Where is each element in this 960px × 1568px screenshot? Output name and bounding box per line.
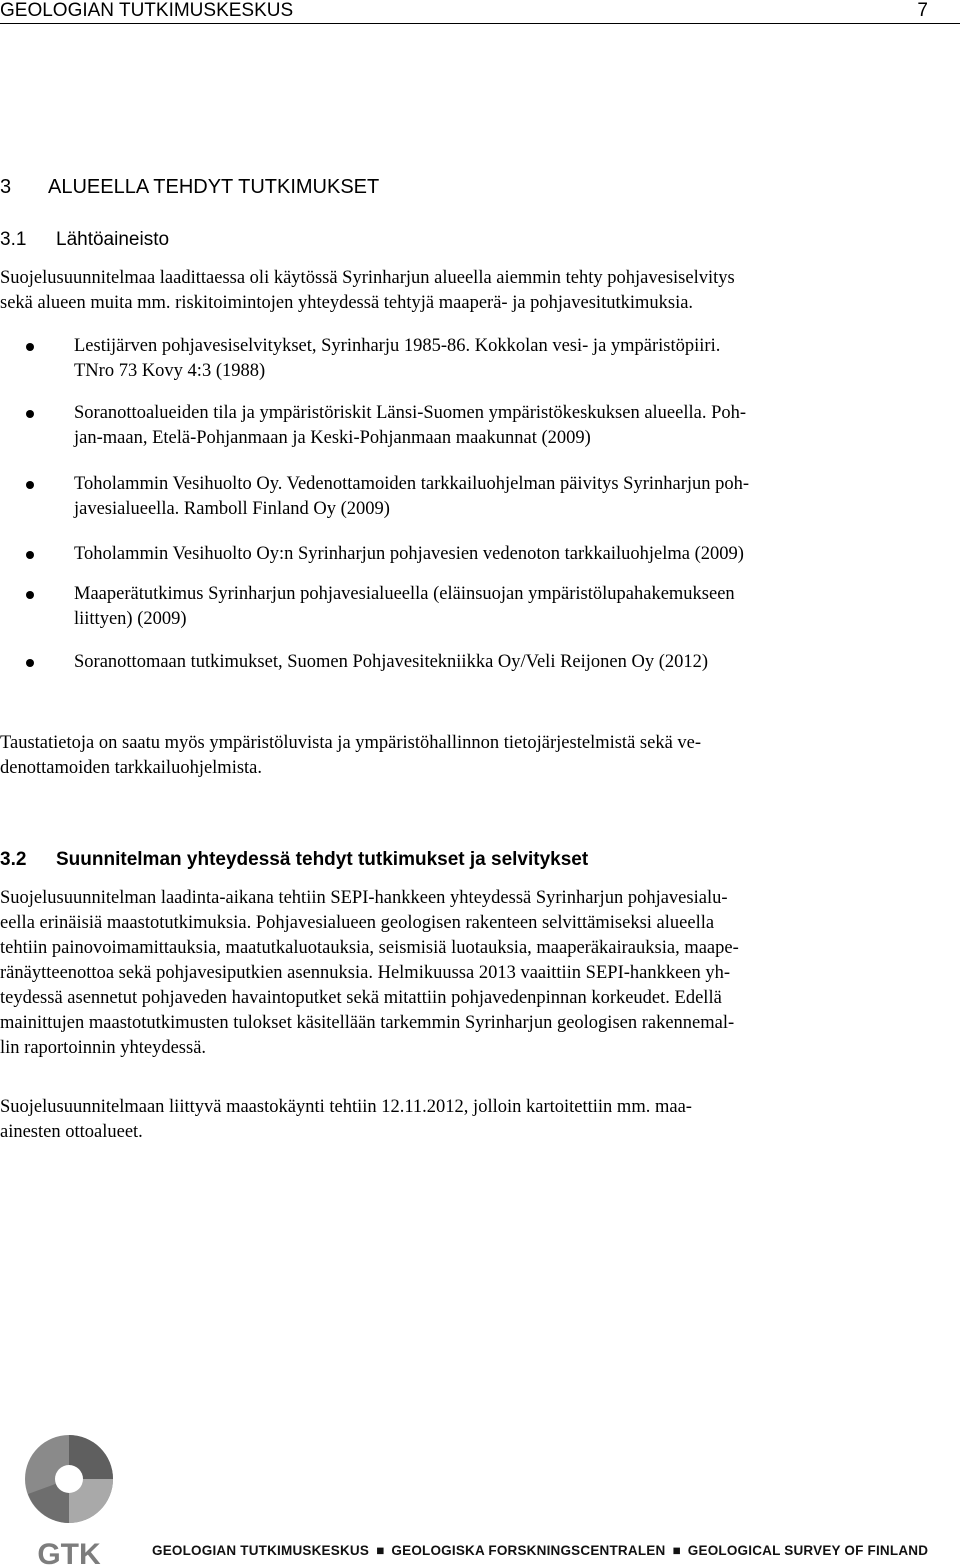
list-item — [74, 401, 954, 451]
bullet-icon — [26, 551, 34, 559]
list-item-line: Lestijärven pohjavesiselvitykset, Syrinharju 1985-86. Kokkolan vesi- ja ympäristöpiiri. — [74, 336, 721, 356]
list-item — [74, 472, 954, 522]
footer-separator-icon: ■ — [672, 1543, 681, 1558]
list-item — [74, 650, 954, 675]
list-item-line: TNro 73 Kovy 4:3 (1988) — [74, 361, 266, 381]
background-paragraph — [0, 731, 960, 781]
footer-separator-icon: ■ — [376, 1543, 385, 1558]
paragraph-line: Suojelusuunnitelmaan liittyvä maastokäynti tehtiin 12.11.2012, jolloin kartoitettiin mm. maa- — [0, 1097, 692, 1117]
page-number: 7 — [917, 0, 928, 21]
paragraph-line: teydessä asennetut pohjaveden havaintoputket sekä mitattiin pohjavedenpinnan korkeudet. Edellä — [0, 988, 722, 1008]
paragraph-line: lin raportoinnin yhteydessä. — [0, 1038, 207, 1058]
page-header — [0, 0, 960, 24]
list-item-line: Maaperätutkimus Syrinharjun pohjavesialueella (eläinsuojan ympäristölupahakemukseen — [74, 584, 735, 604]
paragraph-line: Taustatietoja on saatu myös ympäristöluvista ja ympäristöhallinnon tietojärjestelmistä sekä ve- — [0, 733, 702, 753]
intro-paragraph — [0, 266, 960, 316]
list-item-line: jan-maan, Etelä-Pohjanmaan ja Keski-Pohjanmaan maakunnat (2009) — [74, 428, 591, 448]
list-item-line: liittyen) (2009) — [74, 609, 187, 629]
list-item — [74, 334, 954, 384]
footer-organization-names — [152, 1543, 928, 1558]
bullet-icon — [26, 591, 34, 599]
paragraph-line: mainittujen maastotutkimusten tulokset käsitellään tarkemmin Syrinharjun geologisen rakennemal- — [0, 1013, 735, 1033]
list-item-line: javesialueella. Ramboll Finland Oy (2009) — [74, 499, 390, 519]
list-item — [74, 542, 954, 567]
paragraph-line: denottamoiden tarkkailuohjelmista. — [0, 758, 263, 778]
section-3-heading — [0, 176, 379, 198]
section-3-2-number: 3.2 — [0, 849, 27, 870]
list-item-line: Soranottomaan tutkimukset, Suomen Pohjavesitekniikka Oy/Veli Reijonen Oy (2012) — [74, 652, 709, 672]
intro-line: Suojelusuunnitelmaa laadittaessa oli käytössä Syrinharjun alueella aiemmin tehty pohjavesiselvitys — [0, 268, 735, 288]
section-3-2-paragraph-2 — [0, 1095, 960, 1145]
paragraph-line: Suojelusuunnitelman laadinta-aikana tehtiin SEPI-hankkeen yhteydessä Syrinharjun pohjavesialu- — [0, 888, 728, 908]
gtk-logo-text: GTK — [37, 1538, 101, 1568]
footer-name-sv: GEOLOGISKA FORSKNINGSCENTRALEN — [391, 1543, 666, 1558]
section-3-2-title: Suunnitelman yhteydessä tehdyt tutkimukset ja selvitykset — [56, 849, 589, 870]
page-footer — [0, 1432, 960, 1568]
list-item-line: Toholammin Vesihuolto Oy:n Syrinharjun pohjavesien vedenoton tarkkailuohjelma (2009) — [74, 544, 744, 564]
header-organization: GEOLOGIAN TUTKIMUSKESKUS — [0, 0, 294, 21]
bullet-icon — [26, 410, 34, 418]
bullet-icon — [26, 343, 34, 351]
footer-name-en: GEOLOGICAL SURVEY OF FINLAND — [687, 1543, 929, 1558]
section-3-1-heading — [0, 229, 169, 251]
section-3-1-title: Lähtöaineisto — [56, 229, 170, 250]
footer-name-fi: GEOLOGIAN TUTKIMUSKESKUS — [152, 1543, 370, 1558]
paragraph-line: ränäytteenottoa sekä pohjavesiputkien asennuksia. Helmikuussa 2013 vaaittiin SEPI-hankkeen yh- — [0, 963, 731, 983]
section-3-2-heading — [0, 849, 588, 871]
bullet-icon — [26, 481, 34, 489]
paragraph-line: ainesten ottoalueet. — [0, 1122, 143, 1142]
section-3-1-number: 3.1 — [0, 229, 27, 250]
intro-line: sekä alueen muita mm. riskitoimintojen yhteydessä tehtyjä maaperä- ja pohjavesitutkimuksia. — [0, 293, 694, 313]
section-3-title: ALUEELLA TEHDYT TUTKIMUKSET — [48, 176, 380, 198]
list-item-line: Toholammin Vesihuolto Oy. Vedenottamoiden tarkkailuohjelman päivitys Syrinharjun poh- — [74, 474, 750, 494]
gtk-logo-icon — [22, 1432, 116, 1568]
list-item-line: Soranottoalueiden tila ja ympäristöriskit Länsi-Suomen ympäristökeskuksen alueella. Poh- — [74, 403, 747, 423]
list-item — [74, 582, 954, 632]
section-3-number: 3 — [0, 176, 12, 198]
section-3-2-paragraph-1 — [0, 886, 960, 1061]
bullet-icon — [26, 659, 34, 667]
paragraph-line: tehtiin painovoimamittauksia, maatutkaluotauksia, seismisiä luotauksia, maaperäkairauksia, maape- — [0, 938, 739, 958]
paragraph-line: eella erinäisiä maastotutkimuksia. Pohjavesialueen geologisen rakenteen selvittämiseksi alueella — [0, 913, 715, 933]
